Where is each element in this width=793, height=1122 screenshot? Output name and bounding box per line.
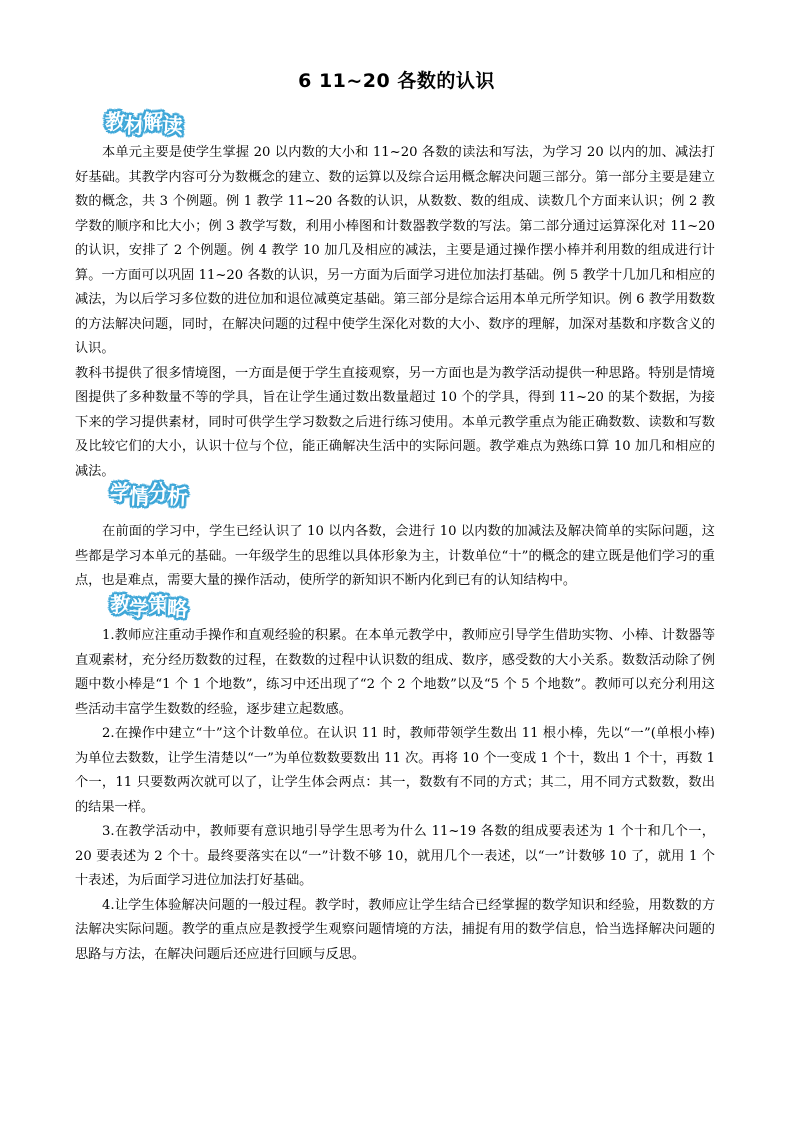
badge-char: 学 — [109, 480, 132, 506]
badge-char: 学 — [128, 596, 151, 622]
paragraph: 3.在教学活动中，教师要有意识地引导学生思考为什么 11~19 各数的组成要表述为 1 个十和几个一，20 要表述为 2 个十。最终要落实在以“一”计数不够 10，就用几个一表述，以“一”计数够 10 了，就用 1 个十表述，为后面学习进位加法打好基础。 — [75, 824, 715, 888]
paragraph: 2.在操作中建立“十”这个计数单位。在认识 11 时，教师带领学生数出 11 根小棒，先以“一”(单根小棒)为单位去数数，让学生清楚以“一”为单位数数要数出 11 次。再将 10 个一变成 1 个十，数出 1 个十，再数 1 个一，11 只要数两次就可以了，让学生体会两点：其一，数数有不同的方式；其二，用不同方式数数，数出的结果一样。 — [75, 726, 715, 815]
section-body — [75, 520, 715, 594]
section-body — [75, 141, 715, 484]
section-heading-badge — [104, 106, 184, 140]
paragraph: 1.教师应注重动手操作和直观经验的积累。在本单元教学中，教师应引导学生借助实物、小棒、计数器等直观素材，充分经历数数的过程，在数数的过程中认识数的组成、数序，感受数的大小关系。数数活动除了例题中数小棒是“1 个 1 个地数”，练习中还出现了“2 个 2 个地数”以及“5 个 5 个地数”。教师可以充分利用这些活动丰富学生数数的经验，逐步建立起数感。 — [75, 628, 715, 717]
paragraph: 本单元主要是使学生掌握 20 以内数的大小和 11~20 各数的读法和写法，为学习 20 以内的加、减法打好基础。其教学内容可分为数概念的建立、数的运算以及综合运用概念解决问题三部分。第一部分主要是建立数的概念，共 3 个例题。例 1 教学 11~20 各数的认识，从数数、数的组成、读数几个方面来认识；例 2 教学数的顺序和比大小；例 3 教学写数，利用小棒图和计数器教学数的写法。第二部分通过运算深化对 11~20 的认识，安排了 2 个例题。例 4 教学 10 加几及相应的减法，主要是通过操作摆小棒并利用数的组成进行计算。一方面可以巩固 11~20 各数的认识，另一方面为后面学习进位加法打基础。例 5 教学十几加几和相应的减法，为以后学习多位数的进位加和退位减奠定基础。第三部分是综合运用本单元所学知识。例 6 教学用数数的方法解决问题，同时，在解决问题的过程中使学生深化对数的大小、数序的理解，加深对基数和序数含义的认识。 — [75, 145, 715, 356]
badge-char: 读 — [161, 113, 184, 139]
page-title: 6 11~20 各数的认识 — [298, 70, 495, 92]
badge-char: 策 — [147, 592, 170, 618]
badge-char: 略 — [166, 596, 189, 622]
badge-char: 教 — [104, 109, 127, 135]
badge-char: 解 — [142, 109, 165, 135]
section-body — [75, 624, 715, 967]
badge-char: 教 — [109, 592, 132, 618]
paragraph: 在前面的学习中，学生已经认识了 10 以内各数，会进行 10 以内数的加减法及解决简单的实际问题，这些都是学习本单元的基础。一年级学生的思维以具体形象为主，计数单位“十”的概念的建立既是他们学习的重点，也是难点，需要大量的操作活动，使所学的新知识不断内化到已有的认知结构中。 — [75, 524, 715, 588]
section-heading-badge — [109, 589, 189, 623]
badge-char: 材 — [123, 113, 146, 139]
badge-char: 析 — [166, 484, 189, 510]
badge-char: 分 — [147, 480, 170, 506]
paragraph: 教科书提供了很多情境图，一方面是便于学生直接观察，另一方面也是为教学活动提供一种思路。特别是情境图提供了多种数量不等的学具，旨在让学生通过数出数量超过 10 个的学具，得到 11~20 的某个数据，为接下来的学习提供素材，同时可供学生学习数数之后进行练习使用。本单元教学重点为能正确数数、读数和写数及比较它们的大小，认识十位与个位，能正确解决生活中的实际问题。教学难点为熟练口算 10 加几和相应的减法。 — [75, 365, 715, 479]
paragraph: 4.让学生体验解决问题的一般过程。教学时，教师应让学生结合已经掌握的数学知识和经验，用数数的方法解决实际问题。教学的重点应是教授学生观察问题情境的方法，捕捉有用的数学信息，恰当选择解决问题的思路与方法，在解决问题后还应进行回顾与反思。 — [75, 897, 715, 962]
badge-char: 情 — [128, 484, 151, 510]
section-heading-badge — [109, 477, 189, 511]
